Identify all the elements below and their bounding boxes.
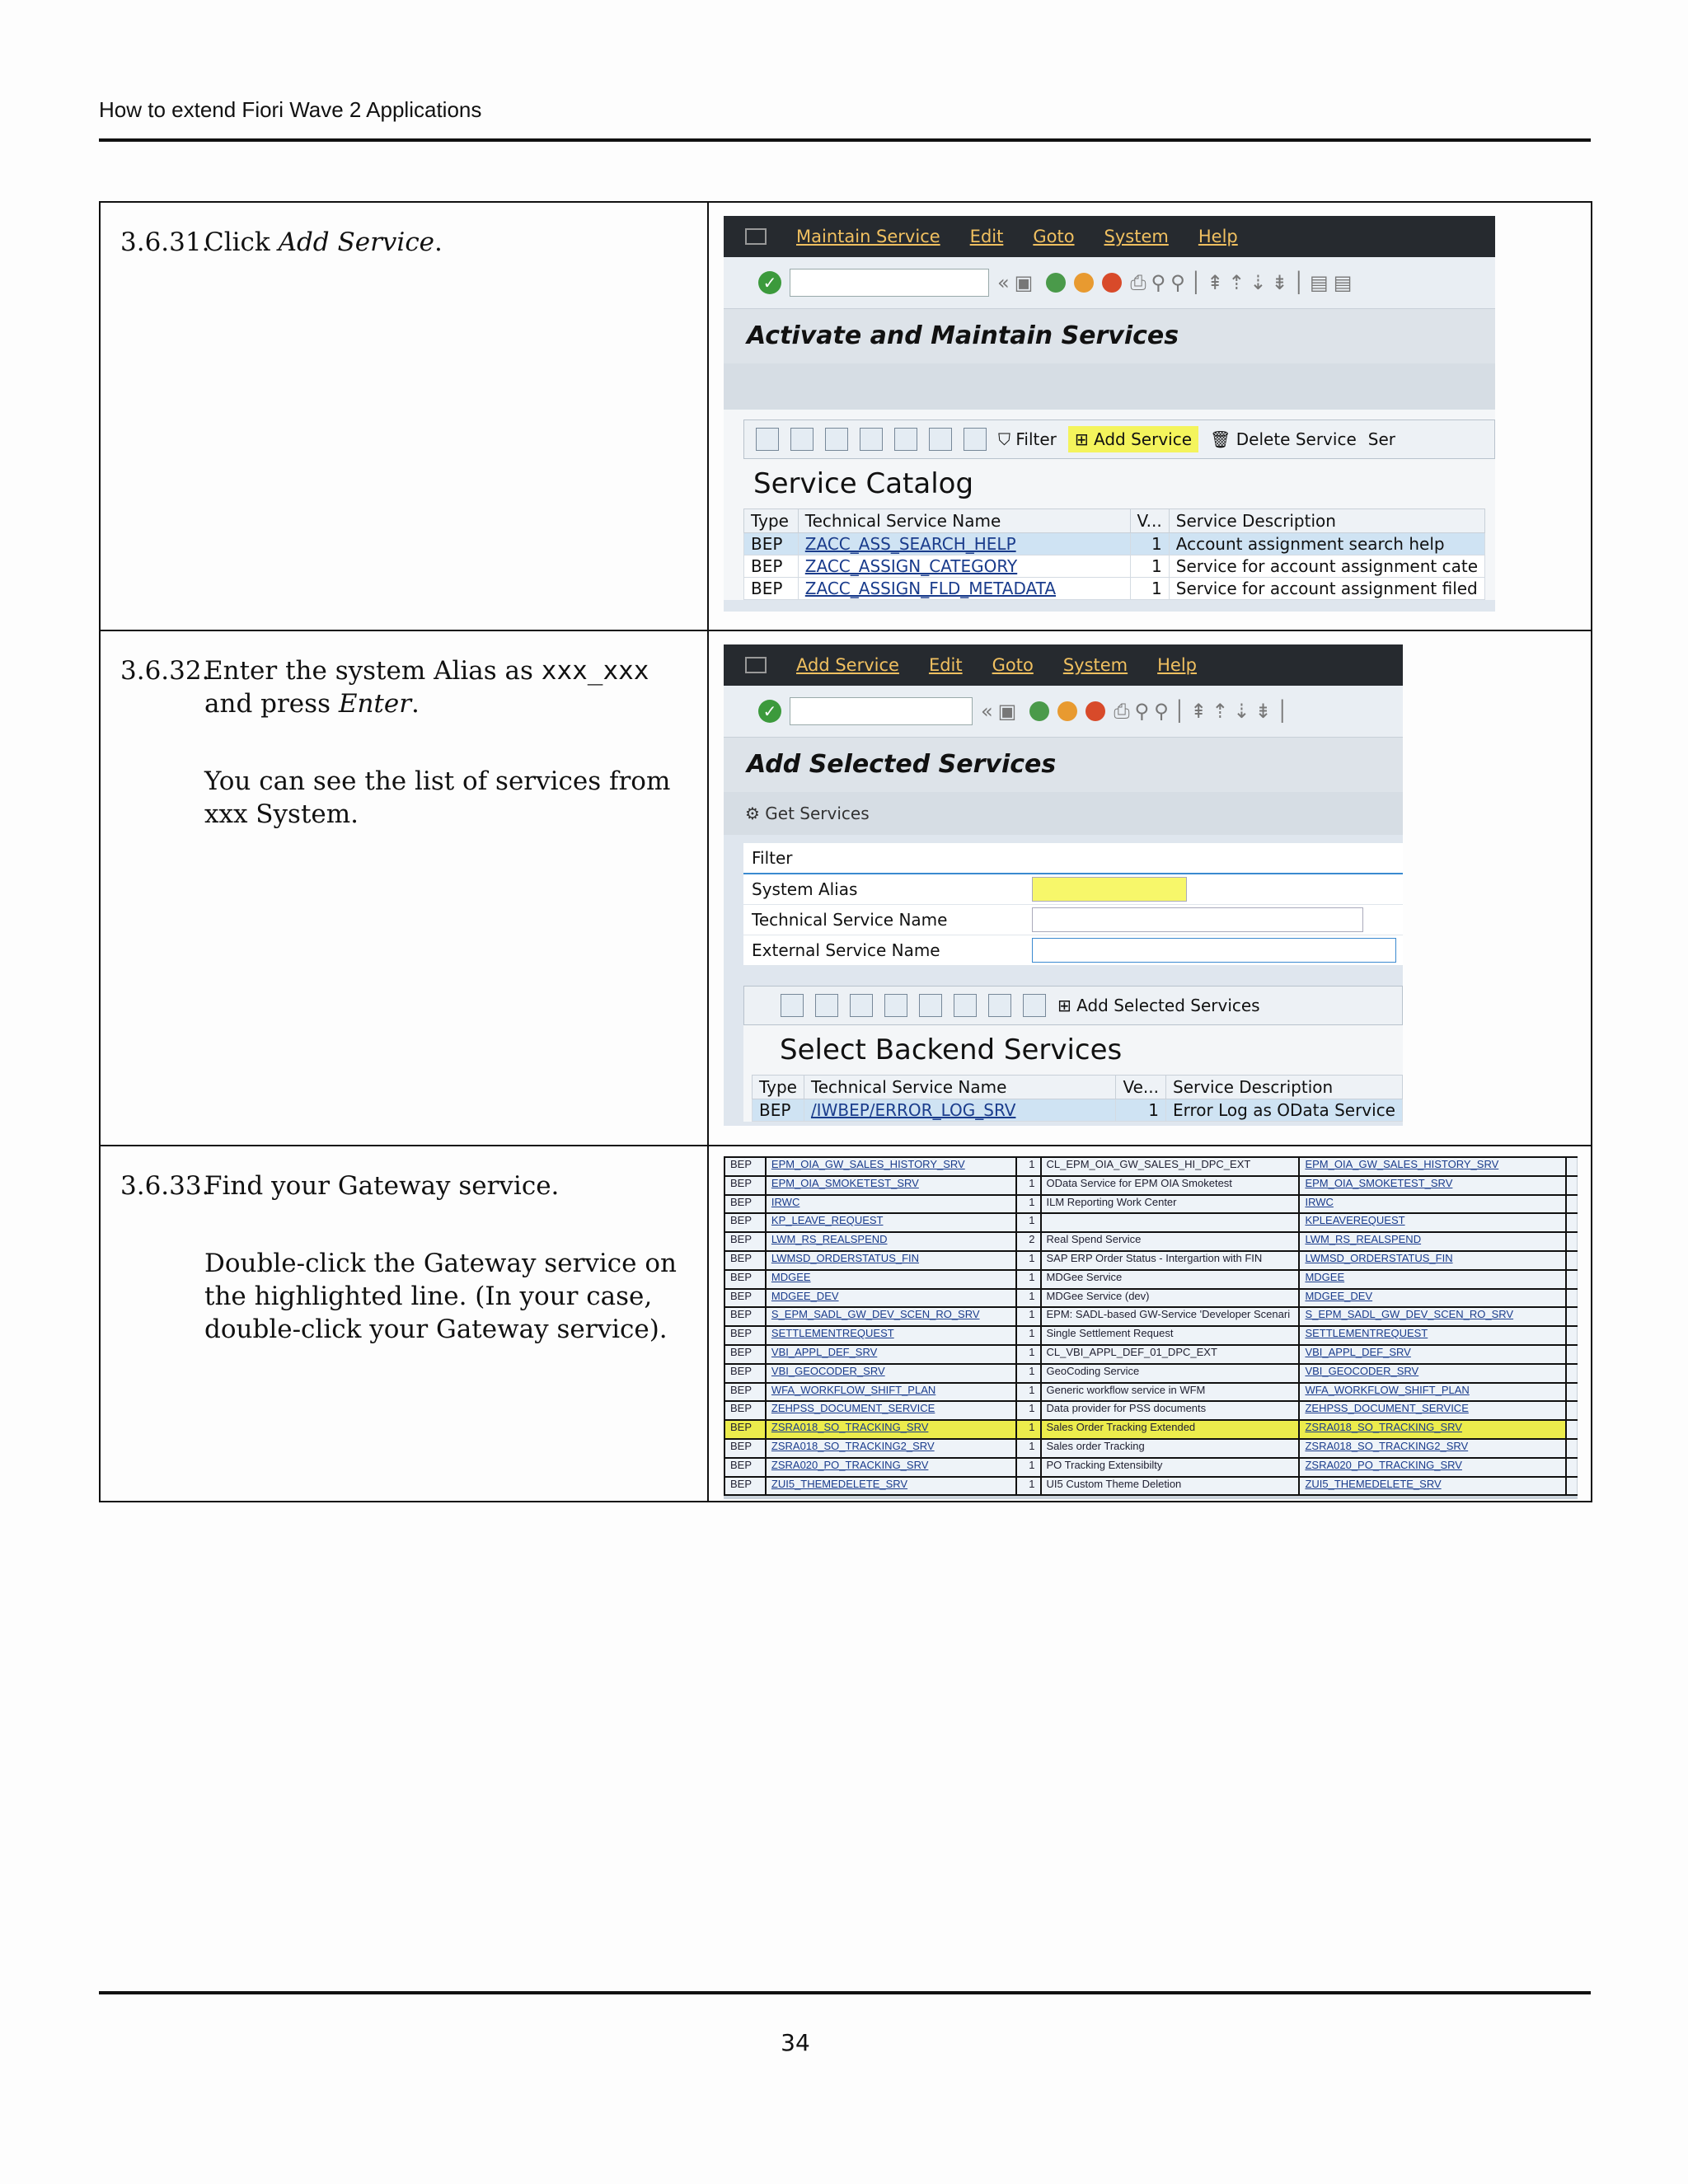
back-icon[interactable] bbox=[1046, 273, 1066, 293]
cell-type: BEP bbox=[724, 1401, 766, 1420]
cell-version: 1 bbox=[1016, 1345, 1041, 1364]
col-version[interactable]: V... bbox=[1130, 509, 1169, 533]
step-note: You can see the list of services from xxx System. bbox=[204, 766, 671, 829]
cell-type: BEP bbox=[724, 1326, 766, 1345]
service-catalog-title: Service Catalog bbox=[743, 459, 1495, 509]
cell-type: BEP bbox=[724, 1195, 766, 1214]
cell-external-name[interactable]: KPLEAVEREQUEST bbox=[1299, 1213, 1566, 1232]
col-service-description[interactable]: Service Description bbox=[1166, 1076, 1403, 1099]
add-service-label: Add Service bbox=[1094, 429, 1193, 449]
step-number: 3.6.32. bbox=[120, 656, 210, 686]
cell-empty bbox=[1566, 1213, 1578, 1232]
cell-description: Data provider for PSS documents bbox=[1041, 1401, 1300, 1420]
step-3-6-31 bbox=[101, 203, 707, 259]
cell-empty bbox=[1566, 1477, 1578, 1496]
cell-empty bbox=[1566, 1195, 1578, 1214]
system-alias-input[interactable] bbox=[1032, 877, 1187, 902]
step-row bbox=[100, 202, 1592, 630]
cell-service-name[interactable]: SETTLEMENTREQUEST bbox=[766, 1326, 1016, 1345]
select-backend-services-title: Select Backend Services bbox=[743, 1025, 1403, 1075]
cell-version: 1 bbox=[1016, 1289, 1041, 1308]
menu-system[interactable]: System bbox=[1062, 655, 1128, 675]
cell-version: 1 bbox=[1016, 1401, 1041, 1420]
table-row[interactable] bbox=[724, 1195, 1578, 1214]
menu-help[interactable]: Help bbox=[1198, 227, 1238, 246]
find-icon[interactable] bbox=[884, 994, 907, 1017]
cell-empty bbox=[1566, 1420, 1578, 1439]
add-selected-services-button[interactable]: ⊞ Add Selected Services bbox=[1057, 996, 1260, 1015]
highlighted-service-row[interactable] bbox=[724, 1420, 1578, 1439]
document-header: How to extend Fiori Wave 2 Applications bbox=[99, 97, 482, 122]
export-icon[interactable] bbox=[929, 428, 952, 451]
cell-empty bbox=[1566, 1383, 1578, 1402]
col-type[interactable]: Type bbox=[744, 509, 799, 533]
cell-service-name[interactable]: EPM_OIA_SMOKETEST_SRV bbox=[766, 1176, 1016, 1195]
cell-type: BEP bbox=[724, 1251, 766, 1270]
get-services-button[interactable]: ⚙ Get Services bbox=[724, 792, 1403, 835]
cell-type: BEP bbox=[724, 1270, 766, 1289]
cell-external-name[interactable]: SETTLEMENTREQUEST bbox=[1299, 1326, 1566, 1345]
cell-empty bbox=[1566, 1176, 1578, 1195]
table-row[interactable] bbox=[724, 1477, 1578, 1496]
cell-version: 1 bbox=[1130, 555, 1169, 578]
cell-description: Sales order Tracking bbox=[1041, 1439, 1300, 1458]
cell-external-name[interactable]: MDGEE bbox=[1299, 1270, 1566, 1289]
cell-description: Real Spend Service bbox=[1041, 1232, 1300, 1251]
cell-service-name[interactable]: KP_LEAVE_REQUEST bbox=[766, 1213, 1016, 1232]
cell-empty bbox=[1566, 1345, 1578, 1364]
alv-toolbar bbox=[743, 419, 1495, 459]
cell-type: BEP bbox=[753, 1099, 804, 1122]
backend-services-grid bbox=[752, 1075, 1403, 1122]
sort-ascending-icon[interactable] bbox=[790, 428, 814, 451]
application-toolbar bbox=[724, 363, 1495, 410]
cell-description: Account assignment search help bbox=[1169, 533, 1484, 555]
cell-type: BEP bbox=[724, 1289, 766, 1308]
cell-description: UI5 Custom Theme Deletion bbox=[1041, 1477, 1300, 1496]
cell-service-name[interactable]: MDGEE_DEV bbox=[766, 1289, 1016, 1308]
external-service-name-input[interactable] bbox=[1032, 938, 1396, 963]
sort-ascending-icon[interactable] bbox=[815, 994, 838, 1017]
cell-description: SAP ERP Order Status - Intergartion with FIN bbox=[1041, 1251, 1300, 1270]
standard-toolbar bbox=[724, 686, 1403, 738]
cell-external-name[interactable]: ZUI5_THEMEDELETE_SRV bbox=[1299, 1477, 1566, 1496]
filter-label: Filter bbox=[1015, 429, 1057, 449]
col-technical-service-name[interactable]: Technical Service Name bbox=[798, 509, 1130, 533]
technical-service-name-label: Technical Service Name bbox=[752, 910, 948, 930]
table-row[interactable] bbox=[724, 1270, 1578, 1289]
screenshot-maintain-services bbox=[724, 216, 1495, 612]
cell-description: OData Service for EPM OIA Smoketest bbox=[1041, 1176, 1300, 1195]
step-text-end: . bbox=[411, 689, 420, 719]
get-services-label: Get Services bbox=[765, 804, 870, 823]
cell-external-name[interactable]: WFA_WORKFLOW_SHIFT_PLAN bbox=[1299, 1383, 1566, 1402]
cell-type: BEP bbox=[724, 1157, 766, 1176]
cell-external-name[interactable]: EPM_OIA_SMOKETEST_SRV bbox=[1299, 1176, 1566, 1195]
cell-external-name[interactable]: LWMSD_ORDERSTATUS_FIN bbox=[1299, 1251, 1566, 1270]
table-icon[interactable] bbox=[1023, 994, 1046, 1017]
cell-description: Single Settlement Request bbox=[1041, 1326, 1300, 1345]
system-alias-code: xxx_xxx bbox=[541, 656, 649, 686]
table-row[interactable] bbox=[724, 1383, 1578, 1402]
step-text-mid: and press bbox=[204, 689, 339, 719]
cell-empty bbox=[1566, 1270, 1578, 1289]
cell-type: BEP bbox=[724, 1477, 766, 1496]
exit-icon[interactable] bbox=[1074, 273, 1094, 293]
menu-goto[interactable]: Goto bbox=[992, 655, 1034, 675]
filter-icon[interactable] bbox=[954, 994, 977, 1017]
cell-description: PO Tracking Extensibilty bbox=[1041, 1458, 1300, 1477]
table-row[interactable] bbox=[724, 1232, 1578, 1251]
cell-service-name[interactable]: WFA_WORKFLOW_SHIFT_PLAN bbox=[766, 1383, 1016, 1402]
cell-empty bbox=[1566, 1439, 1578, 1458]
delete-service-button[interactable]: 🗑 Delete Service bbox=[1210, 429, 1357, 449]
table-row[interactable] bbox=[724, 1345, 1578, 1364]
external-service-name-label: External Service Name bbox=[752, 940, 940, 960]
cell-empty bbox=[1566, 1251, 1578, 1270]
export-icon[interactable] bbox=[988, 994, 1011, 1017]
add-selected-services-label: Add Selected Services bbox=[1076, 996, 1260, 1015]
cell-external-name[interactable]: LWM_RS_REALSPEND bbox=[1299, 1232, 1566, 1251]
cell-description: CL_VBI_APPL_DEF_01_DPC_EXT bbox=[1041, 1345, 1300, 1364]
step-number: 3.6.31. bbox=[120, 227, 210, 257]
table-row[interactable] bbox=[744, 533, 1485, 555]
service-list-grid bbox=[724, 1156, 1578, 1496]
standard-toolbar bbox=[724, 257, 1495, 309]
cell-description: Service for account assignment cate bbox=[1169, 555, 1484, 578]
cell-empty bbox=[1566, 1458, 1578, 1477]
cell-type: BEP bbox=[724, 1232, 766, 1251]
cancel-icon[interactable] bbox=[1102, 273, 1122, 293]
cell-service-name[interactable]: LWM_RS_REALSPEND bbox=[766, 1232, 1016, 1251]
cell-service-name[interactable]: MDGEE bbox=[766, 1270, 1016, 1289]
col-technical-service-name[interactable]: Technical Service Name bbox=[804, 1076, 1116, 1099]
find-icon[interactable] bbox=[860, 428, 883, 451]
cell-service-name[interactable]: VBI_APPL_DEF_SRV bbox=[766, 1345, 1016, 1364]
header-rule bbox=[99, 138, 1591, 142]
cell-external-name[interactable]: ZSRA018_SO_TRACKING_SRV bbox=[1299, 1420, 1566, 1439]
cell-version: 1 bbox=[1016, 1270, 1041, 1289]
table-row[interactable] bbox=[724, 1251, 1578, 1270]
step-emphasis: Add Service bbox=[278, 227, 435, 257]
step-text: Click bbox=[204, 227, 279, 257]
cell-service-name[interactable]: ZUI5_THEMEDELETE_SRV bbox=[766, 1477, 1016, 1496]
cell-description: Sales Order Tracking Extended bbox=[1041, 1420, 1300, 1439]
menu-edit[interactable]: Edit bbox=[928, 655, 963, 675]
cell-version: 1 bbox=[1016, 1477, 1041, 1496]
cell-description: MDGee Service (dev) bbox=[1041, 1289, 1300, 1308]
save-icon[interactable]: «▣ bbox=[997, 271, 1039, 294]
cell-type: BEP bbox=[724, 1345, 766, 1364]
menu-system[interactable]: System bbox=[1104, 227, 1169, 246]
cell-external-name[interactable]: EPM_OIA_GW_SALES_HISTORY_SRV bbox=[1299, 1157, 1566, 1176]
menu-goto[interactable]: Goto bbox=[1033, 227, 1075, 246]
table-row[interactable] bbox=[724, 1439, 1578, 1458]
filter-heading: Filter bbox=[743, 843, 1403, 874]
cell-version: 1 bbox=[1016, 1157, 1041, 1176]
cell-version: 1 bbox=[1116, 1099, 1166, 1122]
step-text: Enter the system Alias as bbox=[204, 656, 542, 686]
print-find-icon[interactable]: ⎙⚲⚲│⇞⇡⇣⇟│ bbox=[1114, 700, 1294, 723]
cell-type: BEP bbox=[724, 1383, 766, 1402]
table-row[interactable] bbox=[724, 1176, 1578, 1195]
cell-version: 1 bbox=[1016, 1383, 1041, 1402]
page-number: 34 bbox=[781, 2029, 810, 2056]
menu-edit[interactable]: Edit bbox=[969, 227, 1004, 246]
back-icon[interactable] bbox=[1029, 701, 1049, 721]
step-row bbox=[100, 630, 1592, 1146]
filter-set-icon[interactable] bbox=[850, 994, 873, 1017]
table-row[interactable] bbox=[724, 1401, 1578, 1420]
col-type[interactable]: Type bbox=[753, 1076, 804, 1099]
step-note: Double-click the Gateway service on the highlighted line. (In your case, double-click your Gateway service). bbox=[204, 1249, 678, 1344]
service-button-label: Ser bbox=[1367, 429, 1395, 449]
step-3-6-32 bbox=[101, 631, 707, 831]
table-row[interactable] bbox=[753, 1099, 1403, 1122]
cell-empty bbox=[1566, 1401, 1578, 1420]
alv-toolbar bbox=[743, 986, 1403, 1025]
cell-service-name[interactable]: IRWC bbox=[766, 1195, 1016, 1214]
cell-description: MDGee Service bbox=[1041, 1270, 1300, 1289]
service-button[interactable] bbox=[1368, 429, 1395, 449]
cell-type: BEP bbox=[724, 1176, 766, 1195]
system-alias-label: System Alias bbox=[752, 879, 858, 899]
cell-service-name[interactable]: ZACC_ASS_SEARCH_HELP bbox=[798, 533, 1130, 555]
cell-version: 1 bbox=[1016, 1213, 1041, 1232]
cell-empty bbox=[1566, 1307, 1578, 1326]
cell-service-name[interactable]: /IWBEP/ERROR_LOG_SRV bbox=[804, 1099, 1116, 1122]
command-field[interactable] bbox=[790, 269, 989, 297]
cell-version: 2 bbox=[1016, 1232, 1041, 1251]
cell-service-name[interactable]: ZSRA018_SO_TRACKING2_SRV bbox=[766, 1439, 1016, 1458]
find-next-icon[interactable] bbox=[894, 428, 917, 451]
command-field[interactable] bbox=[790, 697, 973, 725]
col-service-description[interactable]: Service Description bbox=[1169, 509, 1484, 533]
cell-external-name[interactable]: ZSRA018_SO_TRACKING2_SRV bbox=[1299, 1439, 1566, 1458]
cell-external-name[interactable]: ZSRA020_PO_TRACKING_SRV bbox=[1299, 1458, 1566, 1477]
cell-version: 1 bbox=[1016, 1251, 1041, 1270]
enter-icon[interactable]: ✓ bbox=[758, 700, 781, 723]
menu-bar bbox=[724, 644, 1403, 686]
enter-icon[interactable]: ✓ bbox=[758, 271, 781, 294]
cell-version: 1 bbox=[1016, 1458, 1041, 1477]
menu-help[interactable]: Help bbox=[1157, 655, 1198, 675]
cell-service-name[interactable]: LWMSD_ORDERSTATUS_FIN bbox=[766, 1251, 1016, 1270]
save-icon[interactable]: «▣ bbox=[981, 700, 1022, 723]
screen-title: Activate and Maintain Services bbox=[724, 309, 1495, 363]
cell-version: 1 bbox=[1016, 1176, 1041, 1195]
menu-bar bbox=[724, 216, 1495, 257]
cell-type: BEP bbox=[724, 1420, 766, 1439]
cell-description: GeoCoding Service bbox=[1041, 1364, 1300, 1383]
cell-empty bbox=[1566, 1157, 1578, 1176]
cell-description: Error Log as OData Service bbox=[1166, 1099, 1403, 1122]
steps-table bbox=[99, 201, 1592, 1502]
menu-maintain-service[interactable]: Maintain Service bbox=[796, 227, 940, 246]
table-row[interactable] bbox=[724, 1326, 1578, 1345]
table-row[interactable] bbox=[744, 555, 1485, 578]
cell-service-name[interactable]: ZEHPSS_DOCUMENT_SERVICE bbox=[766, 1401, 1016, 1420]
cell-type: BEP bbox=[744, 555, 799, 578]
cell-service-name[interactable]: ZACC_ASSIGN_CATEGORY bbox=[798, 555, 1130, 578]
step-text: Find your Gateway service. bbox=[204, 1171, 560, 1201]
cell-empty bbox=[1566, 1289, 1578, 1308]
cell-description: CL_EPM_OIA_GW_SALES_HI_DPC_EXT bbox=[1041, 1157, 1300, 1176]
cell-type: BEP bbox=[724, 1458, 766, 1477]
cell-version: 1 bbox=[1016, 1420, 1041, 1439]
print-find-icon[interactable]: ⎙⚲⚲│⇞⇡⇣⇟│▤▤ bbox=[1130, 271, 1357, 294]
cell-external-name[interactable]: ZEHPSS_DOCUMENT_SERVICE bbox=[1299, 1401, 1566, 1420]
details-icon[interactable] bbox=[781, 994, 804, 1017]
filter-panel bbox=[743, 843, 1403, 966]
technical-service-name-input[interactable] bbox=[1032, 907, 1363, 932]
table-row[interactable] bbox=[724, 1307, 1578, 1326]
cell-description: Service for account assignment filed bbox=[1169, 578, 1484, 600]
footer-rule bbox=[99, 1991, 1591, 1994]
cell-version: 1 bbox=[1130, 533, 1169, 555]
cell-description bbox=[1041, 1213, 1300, 1232]
cell-description: EPM: SADL-based GW-Service 'Developer Scenari bbox=[1041, 1307, 1300, 1326]
service-catalog-grid bbox=[743, 509, 1485, 600]
table-row[interactable] bbox=[724, 1289, 1578, 1308]
table-row[interactable] bbox=[724, 1157, 1578, 1176]
cell-version: 1 bbox=[1016, 1439, 1041, 1458]
cell-description: Generic workflow service in WFM bbox=[1041, 1383, 1300, 1402]
filter-button[interactable]: ⛉ Filter bbox=[998, 429, 1057, 449]
menu-add-service[interactable]: Add Service bbox=[796, 655, 899, 675]
step-emphasis: Enter bbox=[338, 689, 412, 719]
cell-service-name[interactable]: VBI_GEOCODER_SRV bbox=[766, 1364, 1016, 1383]
cell-type: BEP bbox=[724, 1364, 766, 1383]
details-icon[interactable] bbox=[756, 428, 779, 451]
cell-type: BEP bbox=[724, 1213, 766, 1232]
cell-service-name[interactable]: ZSRA020_PO_TRACKING_SRV bbox=[766, 1458, 1016, 1477]
cancel-icon[interactable] bbox=[1085, 701, 1105, 721]
cell-version: 1 bbox=[1016, 1364, 1041, 1383]
table-row[interactable] bbox=[724, 1364, 1578, 1383]
cell-type: BEP bbox=[744, 578, 799, 600]
step-3-6-33 bbox=[101, 1146, 707, 1346]
cell-type: BEP bbox=[744, 533, 799, 555]
add-service-button[interactable]: ⊞ Add Service bbox=[1068, 426, 1198, 452]
cell-service-name[interactable]: ZACC_ASSIGN_FLD_METADATA bbox=[798, 578, 1130, 600]
screenshot-service-list bbox=[724, 1156, 1578, 1499]
cell-external-name[interactable]: S_EPM_SADL_GW_DEV_SCEN_RO_SRV bbox=[1299, 1307, 1566, 1326]
cell-external-name[interactable]: MDGEE_DEV bbox=[1299, 1289, 1566, 1308]
screen-title: Add Selected Services bbox=[724, 738, 1403, 792]
cell-empty bbox=[1566, 1232, 1578, 1251]
filter-set-icon[interactable] bbox=[825, 428, 848, 451]
cell-version: 1 bbox=[1016, 1326, 1041, 1345]
cell-type: BEP bbox=[724, 1439, 766, 1458]
col-version[interactable]: Ve... bbox=[1116, 1076, 1166, 1099]
cell-service-name[interactable]: EPM_OIA_GW_SALES_HISTORY_SRV bbox=[766, 1157, 1016, 1176]
exit-icon[interactable] bbox=[1057, 701, 1077, 721]
find-next-icon[interactable] bbox=[919, 994, 942, 1017]
delete-service-label: Delete Service bbox=[1236, 429, 1357, 449]
cell-version: 1 bbox=[1016, 1307, 1041, 1326]
step-number: 3.6.33. bbox=[120, 1171, 210, 1201]
layout-icon[interactable] bbox=[964, 428, 987, 451]
step-text-end: . bbox=[434, 227, 443, 257]
step-row bbox=[100, 1146, 1592, 1502]
cell-type: BEP bbox=[724, 1307, 766, 1326]
cell-service-name[interactable]: S_EPM_SADL_GW_DEV_SCEN_RO_SRV bbox=[766, 1307, 1016, 1326]
cell-external-name[interactable]: VBI_APPL_DEF_SRV bbox=[1299, 1345, 1566, 1364]
table-row[interactable] bbox=[724, 1458, 1578, 1477]
cell-empty bbox=[1566, 1364, 1578, 1383]
cell-external-name[interactable]: VBI_GEOCODER_SRV bbox=[1299, 1364, 1566, 1383]
cell-version: 1 bbox=[1130, 578, 1169, 600]
table-row[interactable] bbox=[744, 578, 1485, 600]
window-icon bbox=[745, 228, 767, 245]
cell-empty bbox=[1566, 1326, 1578, 1345]
cell-external-name[interactable]: IRWC bbox=[1299, 1195, 1566, 1214]
cell-description: ILM Reporting Work Center bbox=[1041, 1195, 1300, 1214]
table-row[interactable] bbox=[724, 1213, 1578, 1232]
screenshot-add-selected-services bbox=[724, 644, 1403, 1126]
window-icon bbox=[745, 657, 767, 673]
cell-service-name[interactable]: ZSRA018_SO_TRACKING_SRV bbox=[766, 1420, 1016, 1439]
cell-version: 1 bbox=[1016, 1195, 1041, 1214]
